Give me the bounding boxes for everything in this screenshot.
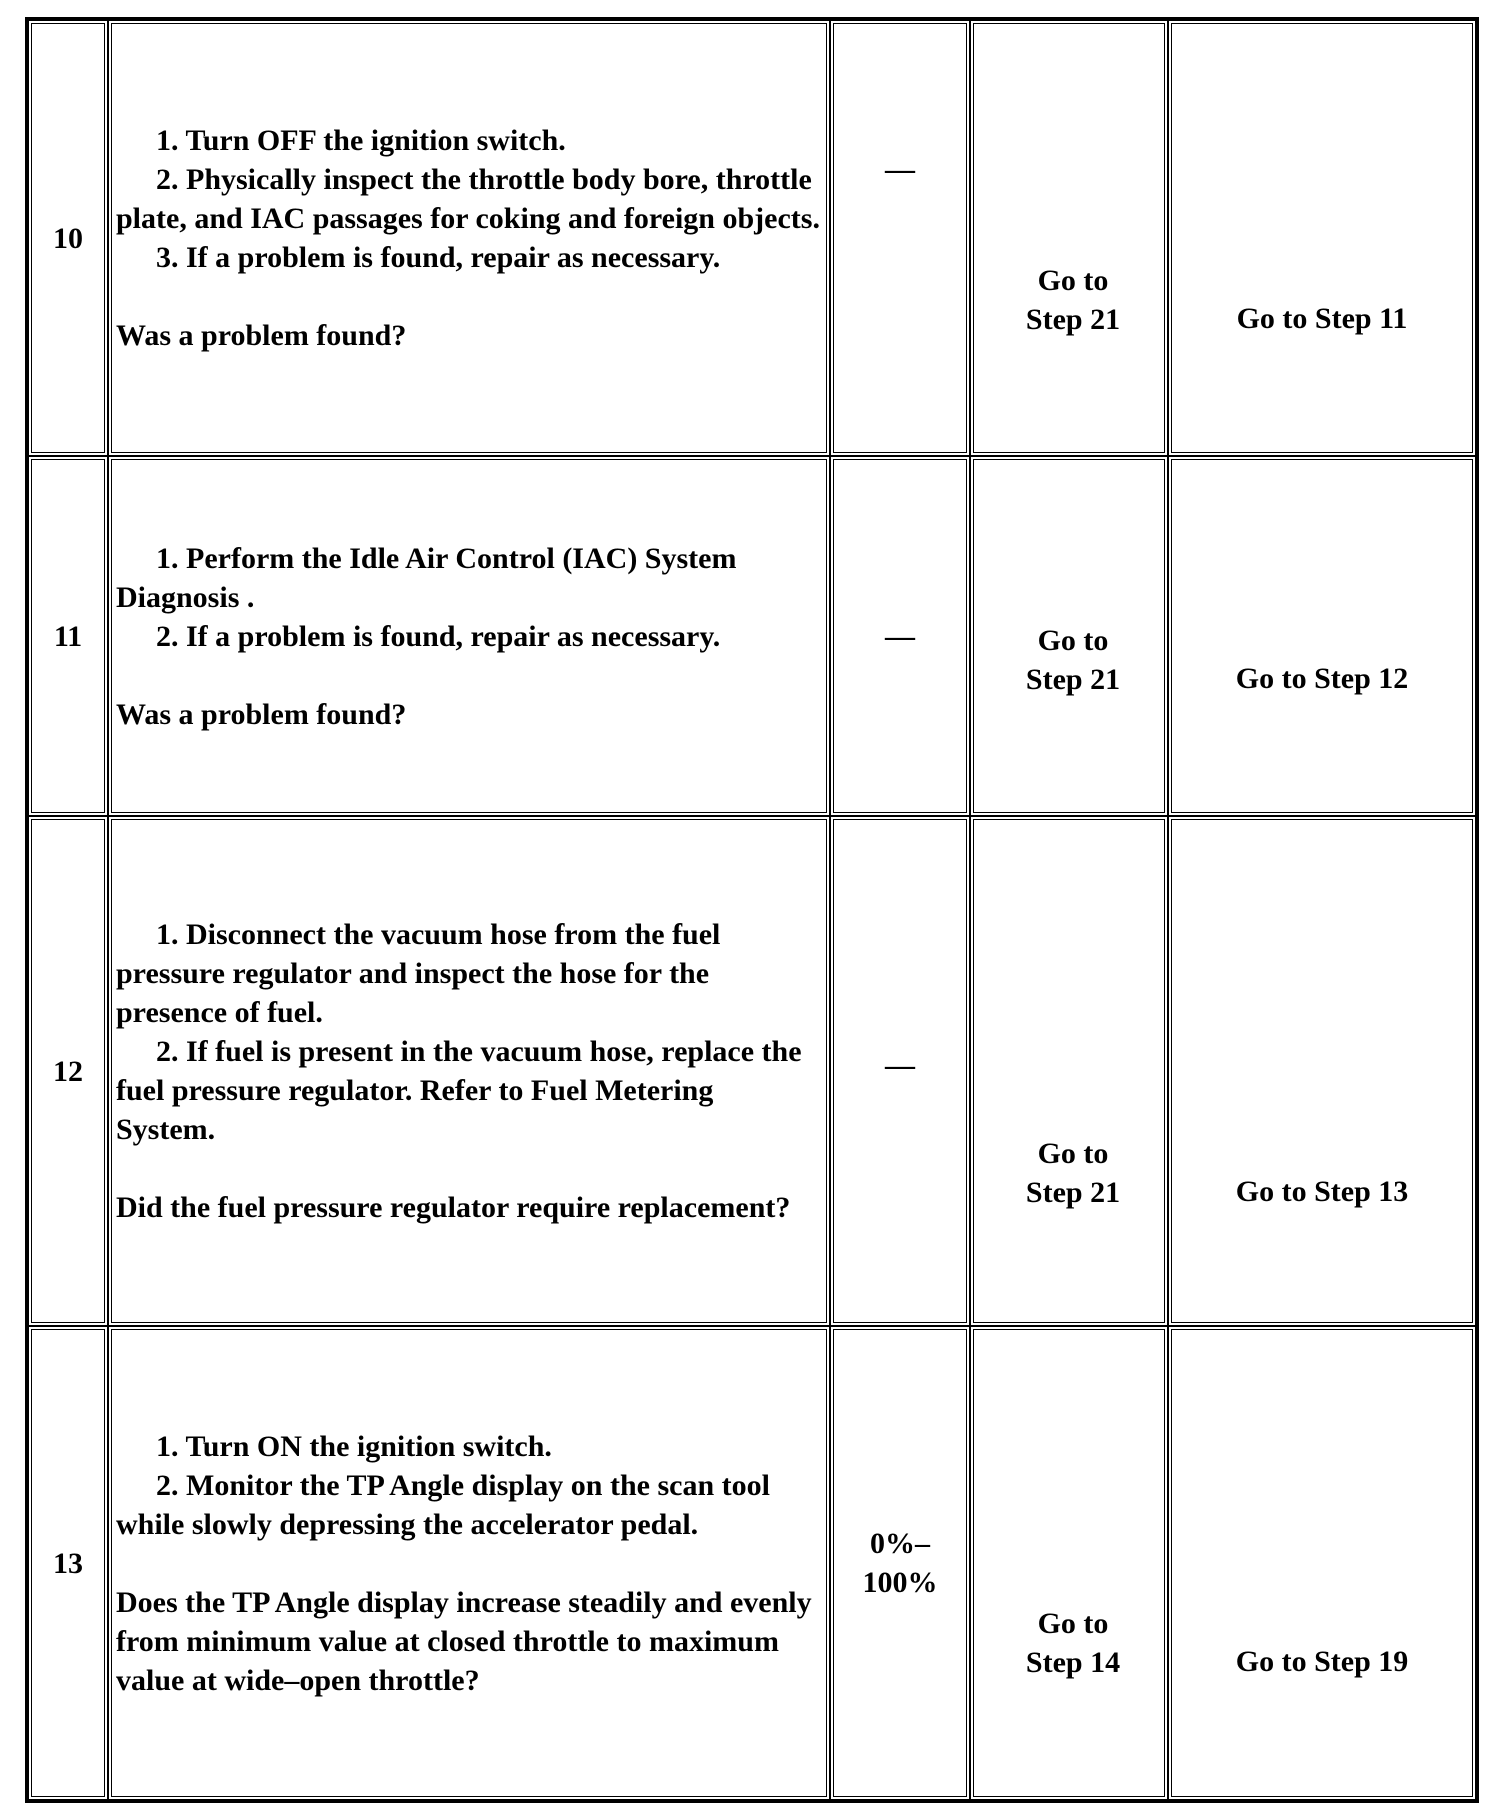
action-question: Was a problem found? bbox=[116, 319, 407, 352]
step-number: 11 bbox=[28, 456, 108, 816]
yes-cell bbox=[970, 816, 1168, 1326]
value-cell: — bbox=[830, 816, 970, 1326]
table-row bbox=[28, 1326, 1476, 1800]
action-question: Was a problem found? bbox=[116, 697, 407, 731]
step-number: 13 bbox=[28, 1326, 108, 1800]
diagnostic-table bbox=[25, 17, 1479, 1803]
value-cell: 0%–100% bbox=[830, 1326, 970, 1800]
action-step: 2. If a problem is found, repair as necessary. bbox=[156, 619, 721, 653]
no-cell bbox=[1168, 816, 1476, 1326]
yes-text: Go to Step 21 bbox=[1025, 624, 1121, 696]
no-text: Go to Step 13 bbox=[1235, 1175, 1409, 1208]
value-cell: — bbox=[830, 20, 970, 456]
table-row bbox=[28, 816, 1476, 1326]
no-cell bbox=[1168, 456, 1476, 816]
action-step: 2. If fuel is present in the vacuum hose, replace the fuel pressure regulator. Refer to Fuel Metering System. bbox=[116, 1035, 802, 1146]
no-text: Go to Step 12 bbox=[1235, 662, 1409, 695]
action-cell bbox=[108, 456, 830, 816]
yes-cell bbox=[970, 456, 1168, 816]
action-step: 2. Physically inspect the throttle body bore, throttle plate, and IAC passages for coking and foreign objects. bbox=[116, 163, 820, 235]
action-cell bbox=[108, 816, 830, 1326]
action-step: 3. If a problem is found, repair as necessary. bbox=[156, 241, 721, 274]
yes-text: Go to Step 14 bbox=[1025, 1607, 1121, 1679]
action-step: 1. Perform the Idle Air Control (IAC) System Diagnosis . bbox=[116, 541, 737, 614]
step-number: 10 bbox=[28, 20, 108, 456]
table-row bbox=[28, 20, 1476, 456]
no-text: Go to Step 11 bbox=[1236, 302, 1408, 335]
yes-text: Go to Step 21 bbox=[1025, 1137, 1121, 1209]
no-cell bbox=[1168, 20, 1476, 456]
yes-cell bbox=[970, 1326, 1168, 1800]
action-cell bbox=[108, 20, 830, 456]
action-question: Did the fuel pressure regulator require replacement? bbox=[116, 1191, 791, 1224]
action-step: 1. Disconnect the vacuum hose from the fuel pressure regulator and inspect the hose for the presence of fuel. bbox=[116, 918, 721, 1029]
action-step: 1. Turn ON the ignition switch. bbox=[156, 1429, 552, 1463]
action-cell bbox=[108, 1326, 830, 1800]
step-number: 12 bbox=[28, 816, 108, 1326]
no-cell bbox=[1168, 1326, 1476, 1800]
action-step: 1. Turn OFF the ignition switch. bbox=[156, 124, 566, 157]
action-step: 2. Monitor the TP Angle display on the scan tool while slowly depressing the accelerator pedal. bbox=[116, 1468, 770, 1541]
action-question: Does the TP Angle display increase steadily and evenly from minimum value at closed throttle to maximum value at wide–open throttle? bbox=[116, 1585, 812, 1697]
value-cell: — bbox=[830, 456, 970, 816]
no-text: Go to Step 19 bbox=[1235, 1645, 1409, 1678]
yes-cell bbox=[970, 20, 1168, 456]
yes-text: Go to Step 21 bbox=[1025, 264, 1121, 336]
table-row bbox=[28, 456, 1476, 816]
